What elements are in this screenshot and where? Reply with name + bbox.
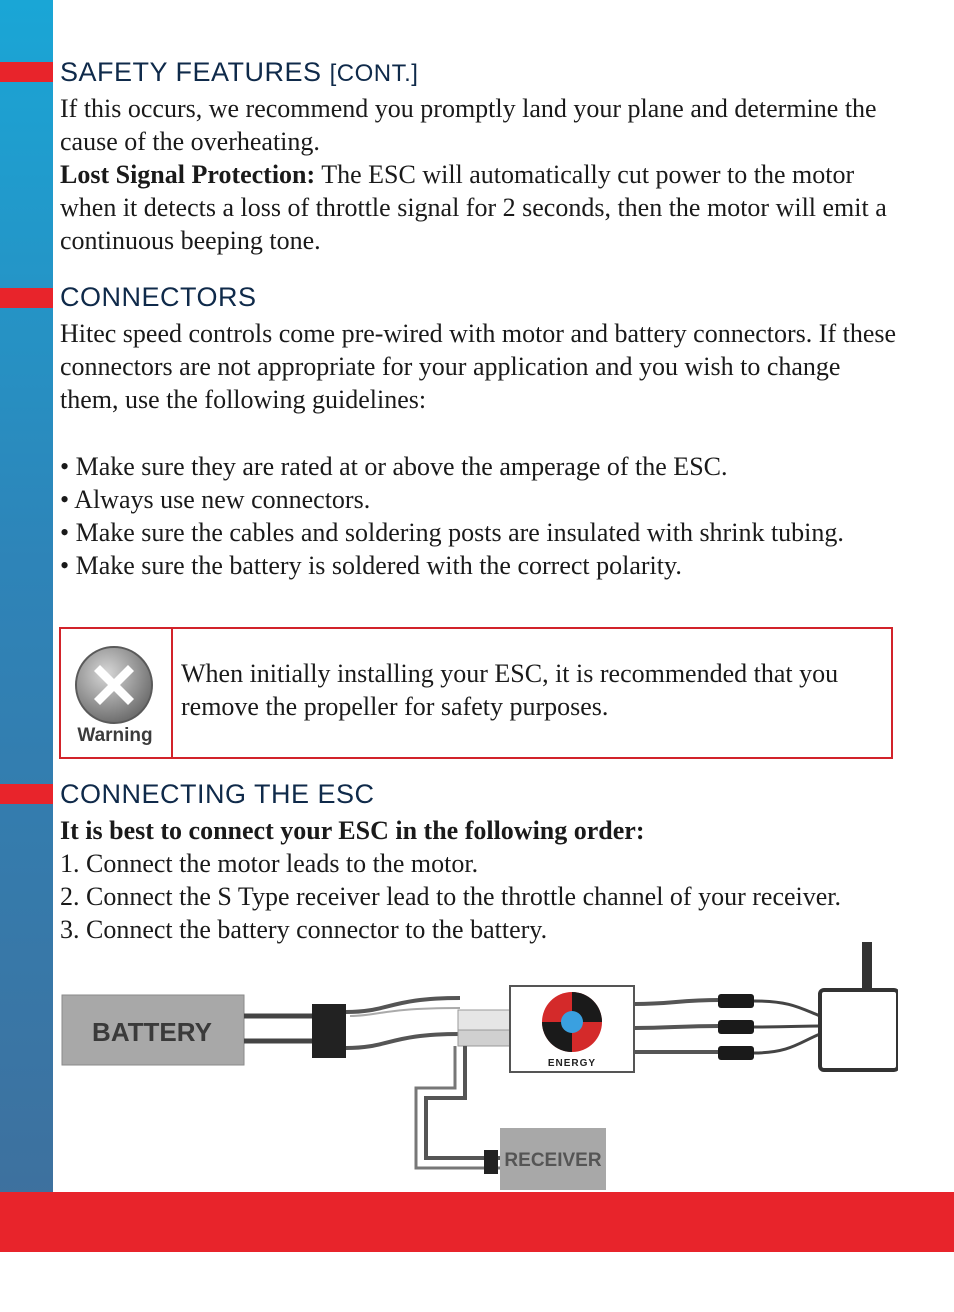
section-tab-safety xyxy=(0,62,53,82)
guideline-item: • Always use new connectors. xyxy=(60,485,371,514)
lost-signal-label: Lost Signal Protection: xyxy=(60,160,316,189)
wiring-diagram xyxy=(60,938,898,1192)
guideline-item: • Make sure the cables and soldering posts are insulated with shrink tubing. xyxy=(60,518,844,547)
connecting-lead: It is best to connect your ESC in the following order: xyxy=(60,816,645,845)
warning-label: Warning xyxy=(77,725,153,746)
receiver-label: RECEIVER xyxy=(504,1150,602,1171)
safety-title xyxy=(60,57,418,88)
esc-body-left-2 xyxy=(458,1030,510,1046)
step-item: 2. Connect the S Type receiver lead to the throttle channel of your receiver. xyxy=(60,882,842,911)
guideline-item: • Make sure they are rated at or above the amperage of the ESC. xyxy=(60,452,728,481)
motor-block xyxy=(820,990,898,1070)
esc-input-wires xyxy=(346,998,460,1048)
section-tab-connecting xyxy=(0,784,53,804)
motor-shaft xyxy=(862,942,872,992)
safety-title-text: SAFETY FEATURES xyxy=(60,57,322,87)
safety-paragraph xyxy=(60,92,900,257)
warning-icon-cell xyxy=(61,629,173,757)
warning-box xyxy=(59,627,893,759)
step-item: 1. Connect the motor leads to the motor. xyxy=(60,849,479,878)
motor-wires xyxy=(634,1000,720,1052)
side-color-bar xyxy=(0,0,53,1252)
section-tab-connectors xyxy=(0,288,53,308)
guideline-item: • Make sure the battery is soldered with the correct polarity. xyxy=(60,551,682,580)
warning-text: When initially installing your ESC, it is recommended that you remove the propeller for safety purposes. xyxy=(181,659,839,721)
step-item: 3. Connect the battery connector to the battery. xyxy=(60,915,548,944)
esc-body-left xyxy=(458,1010,510,1030)
motor-leads xyxy=(754,1001,820,1053)
connectors-title: CONNECTORS xyxy=(60,282,257,312)
battery-label: BATTERY xyxy=(92,1017,212,1047)
receiver-plug xyxy=(484,1150,498,1174)
connectors-guidelines xyxy=(60,450,890,582)
connecting-steps xyxy=(60,847,890,946)
connectors-intro: Hitec speed controls come pre-wired with motor and battery connectors. If these connectors are not appropriate for your application and you wish to change them, use the following guidelines: xyxy=(60,319,897,414)
receiver-wire xyxy=(416,1046,500,1168)
battery-wires xyxy=(244,1016,315,1041)
lost-signal-text: The ESC will automatically cut power to the motor when it detects a loss of throttle signal for 2 seconds, then the motor will emit a continuous beeping tone. xyxy=(60,160,887,255)
warning-x-icon xyxy=(74,645,154,725)
motor-connectors xyxy=(718,994,754,1060)
esc-brand-label: ENERGY xyxy=(547,1058,597,1069)
battery-connector xyxy=(312,1004,346,1058)
connecting-title: CONNECTING THE ESC xyxy=(60,779,375,809)
footer-band xyxy=(0,1192,954,1252)
safety-paragraph-text: If this occurs, we recommend you promptly land your plane and determine the cause of the overheating. xyxy=(60,94,877,156)
safety-title-cont: [CONT.] xyxy=(329,60,419,87)
